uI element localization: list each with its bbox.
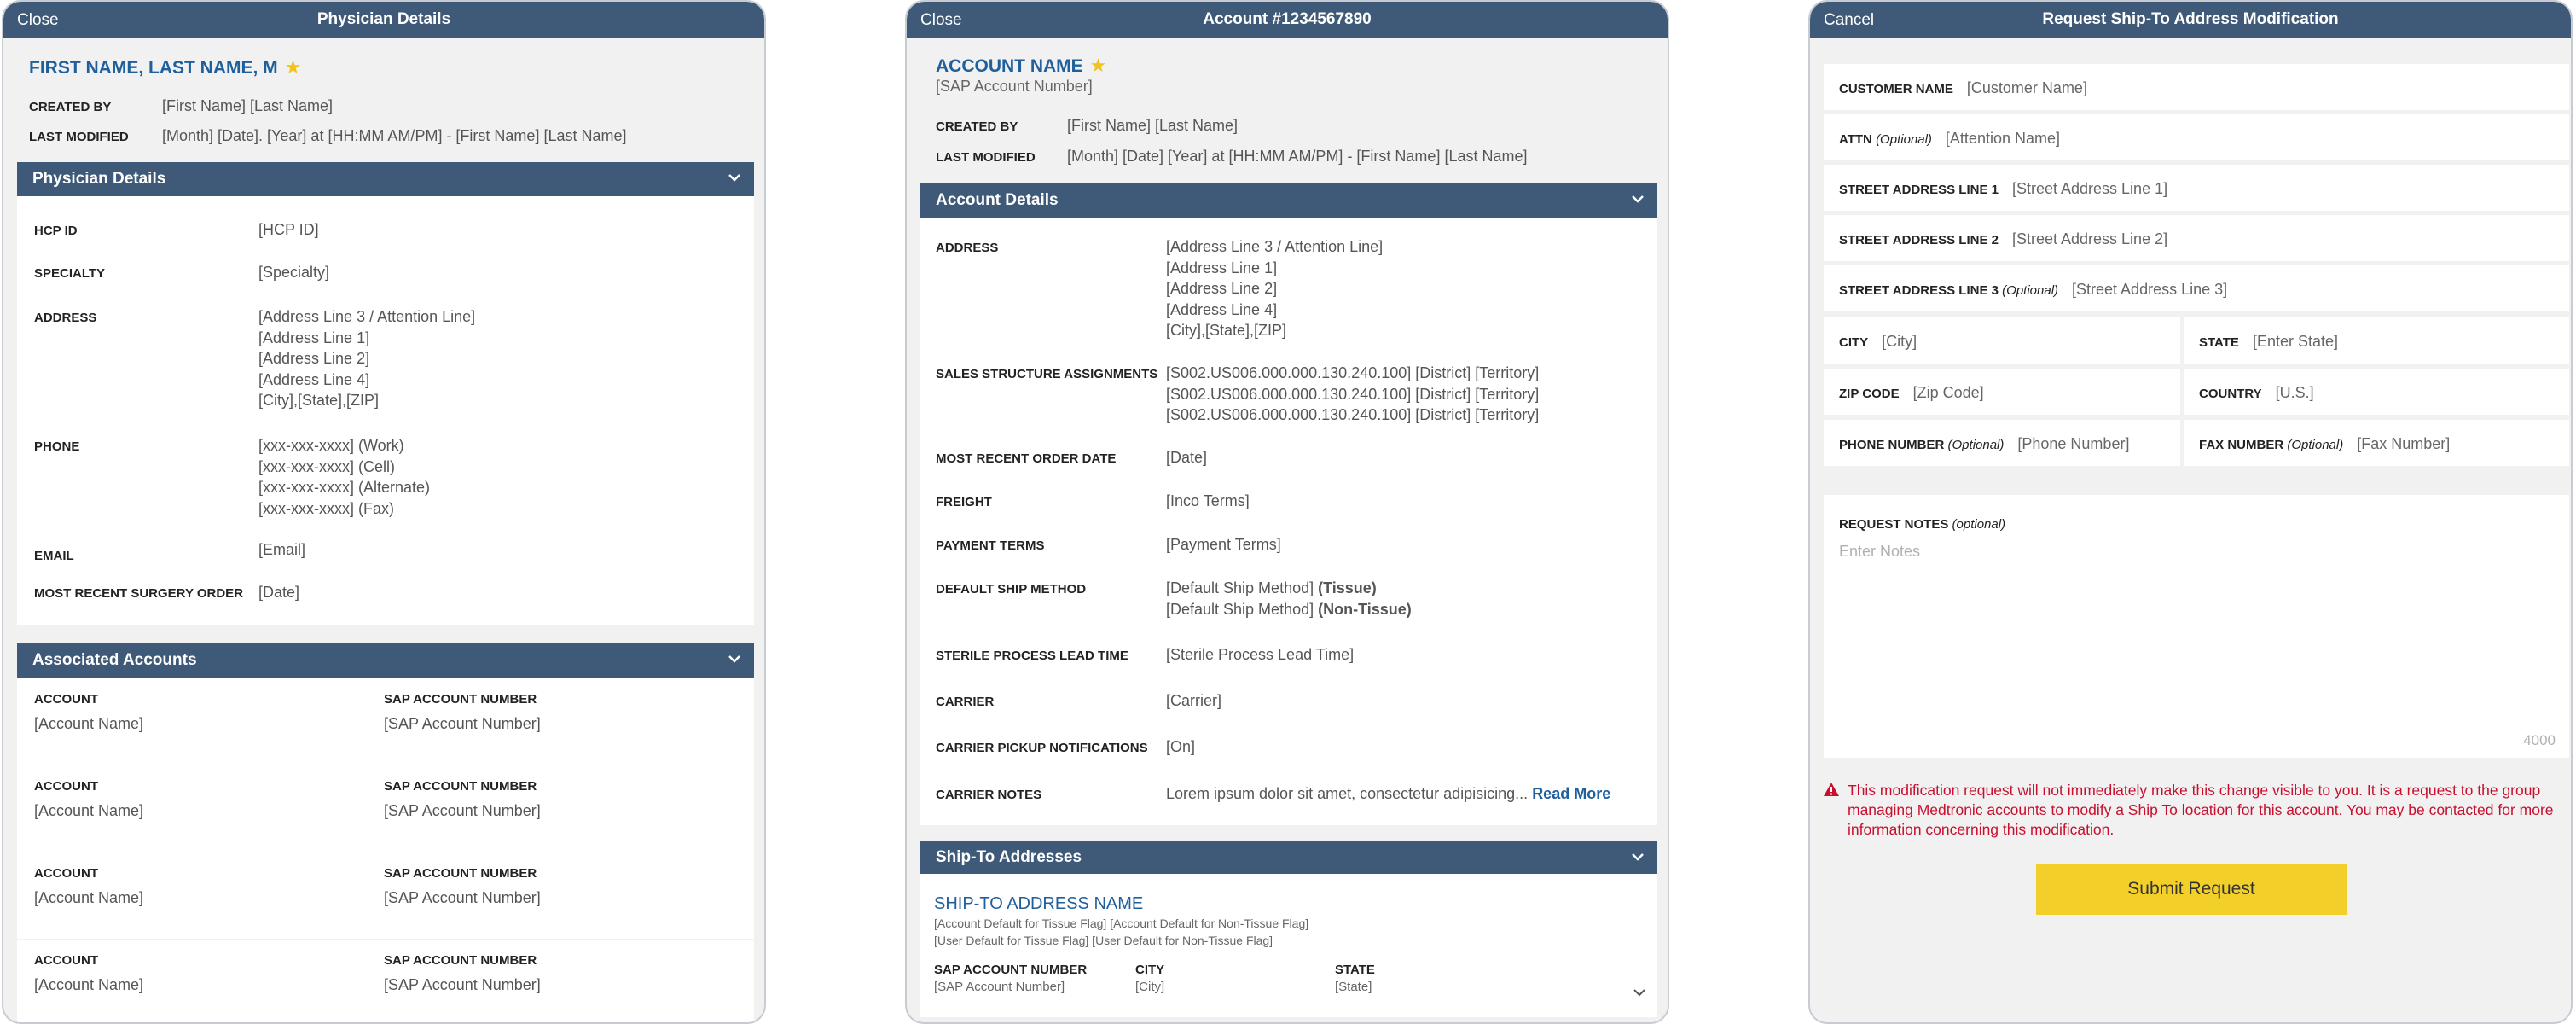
- phone-value: [xxx-xxx-xxxx] (Work) [xxx-xxx-xxxx] (Cell) [xxx-xxx-xxxx] (Alternate) [xxx-xxx-xxxx] (Fax): [258, 437, 431, 517]
- optional-tag: (Optional): [2002, 283, 2059, 298]
- account-label: ACCOUNT: [34, 866, 98, 881]
- close-button[interactable]: Close: [920, 11, 962, 29]
- created-by-value: [First Name] [Last Name]: [1067, 117, 1239, 134]
- field-label: ADDRESS: [936, 241, 999, 255]
- state-field[interactable]: [2184, 317, 2569, 364]
- state-label: STATE: [1335, 963, 1375, 977]
- sap-value: [SAP Account Number]: [384, 889, 541, 906]
- field-label: FAX NUMBER: [2199, 438, 2284, 452]
- payment-terms-value: [Payment Terms]: [1166, 536, 1281, 553]
- sap-label: SAP ACCOUNT NUMBER: [384, 779, 537, 794]
- title-bar: [907, 2, 1668, 38]
- carrier-notes-value: [1166, 783, 1610, 805]
- account-value: [Account Name]: [34, 715, 144, 732]
- ship-method-value: [1166, 599, 1412, 620]
- field-label: SALES STRUCTURE ASSIGNMENTS: [936, 367, 1158, 381]
- field-label: CITY: [1839, 335, 1869, 350]
- read-more-link[interactable]: Read More: [1532, 785, 1611, 802]
- ship-to-flags: [Account Default for Tissue Flag] [Account Default for Non-Tissue Flag]: [934, 916, 1309, 930]
- favorite-star-icon[interactable]: ★: [284, 56, 302, 78]
- optional-tag: (optional): [1952, 517, 2006, 532]
- sap-label: SAP ACCOUNT NUMBER: [384, 953, 537, 968]
- field-value[interactable]: [Enter State]: [2252, 333, 2339, 350]
- field-label: CUSTOMER NAME: [1839, 82, 1953, 96]
- optional-tag: (Optional): [1876, 132, 1932, 147]
- field-label: STERILE PROCESS LEAD TIME: [936, 649, 1128, 663]
- field-value[interactable]: [Attention Name]: [1945, 130, 2060, 147]
- field-label: ATTN: [1839, 132, 1872, 147]
- physician-header: [29, 56, 301, 79]
- title-bar: [1810, 2, 2571, 38]
- email-value: [Email]: [258, 541, 306, 558]
- city-field[interactable]: [1824, 317, 2180, 364]
- ship-to-name: SHIP-TO ADDRESS NAME: [934, 894, 1144, 913]
- chevron-down-icon[interactable]: [727, 651, 742, 666]
- chevron-down-icon[interactable]: [1632, 985, 1647, 1000]
- field-label: DEFAULT SHIP METHOD: [936, 582, 1087, 596]
- phone-field[interactable]: [1824, 420, 2180, 466]
- field-label: HCP ID: [34, 224, 78, 238]
- field-label: FREIGHT: [936, 495, 992, 509]
- field-label: STREET ADDRESS LINE 3: [1839, 283, 1999, 298]
- close-button[interactable]: Close: [17, 11, 59, 29]
- account-header: [936, 55, 1106, 77]
- field-value[interactable]: [Phone Number]: [2017, 435, 2130, 452]
- character-counter: 4000: [2523, 732, 2556, 748]
- non-tissue-tag: (Non-Tissue): [1318, 601, 1412, 618]
- order-date-value: [Date]: [1166, 449, 1208, 466]
- field-label: ZIP CODE: [1839, 387, 1900, 401]
- field-label: CARRIER PICKUP NOTIFICATIONS: [936, 741, 1148, 755]
- warning-message: [1824, 781, 2557, 840]
- surgery-order-value: [Date]: [258, 584, 300, 601]
- favorite-star-icon[interactable]: ★: [1089, 55, 1107, 76]
- created-by-label: CREATED BY: [936, 119, 1018, 134]
- field-label: PAYMENT TERMS: [936, 538, 1045, 553]
- field-label: MOST RECENT SURGERY ORDER: [34, 586, 244, 601]
- list-item[interactable]: [17, 678, 754, 765]
- sales-structure-value: [S002.US006.000.000.130.240.100] [District] [Territory] [S002.US006.000.000.130.240.100] [District] [Territory] [S002.US006.000.000.130.240.100] [District] [Territory]: [1166, 364, 1540, 423]
- country-field[interactable]: [2184, 369, 2569, 415]
- request-modification-panel: [1808, 0, 2573, 1024]
- sap-value: [SAP Account Number]: [384, 802, 541, 819]
- field-label: PHONE: [34, 439, 80, 454]
- created-by-row: [936, 117, 1238, 135]
- created-by-label: CREATED BY: [29, 100, 112, 114]
- address-value: [Address Line 3 / Attention Line] [Address Line 1] [Address Line 2] [Address Line 4] [City],[State],[ZIP]: [1166, 238, 1384, 339]
- ship-method-tissue: [Default Ship Method]: [1166, 579, 1319, 596]
- cancel-button[interactable]: Cancel: [1824, 11, 1875, 29]
- attn-field[interactable]: [1824, 114, 2569, 160]
- field-value[interactable]: [Street Address Line 2]: [2011, 230, 2168, 247]
- ship-method-non-tissue: [Default Ship Method]: [1166, 601, 1319, 618]
- section-title: Account Details: [936, 191, 1059, 209]
- last-modified-label: LAST MODIFIED: [29, 130, 129, 144]
- sap-value: [SAP Account Number]: [384, 715, 541, 732]
- field-label: COUNTRY: [2199, 387, 2262, 401]
- tissue-tag: (Tissue): [1318, 579, 1377, 596]
- section-header-associated-accounts[interactable]: [17, 643, 754, 678]
- sap-value: [SAP Account Number]: [384, 976, 541, 993]
- field-value[interactable]: [Zip Code]: [1912, 384, 1984, 401]
- sap-label: SAP ACCOUNT NUMBER: [934, 963, 1088, 977]
- field-value[interactable]: [Fax Number]: [2357, 435, 2451, 452]
- physician-details-panel: [2, 0, 766, 1024]
- list-item[interactable]: [17, 940, 754, 1024]
- sap-value: [SAP Account Number]: [934, 980, 1065, 994]
- list-item[interactable]: [17, 852, 754, 939]
- street-line-2-field[interactable]: [1824, 215, 2569, 261]
- customer-name-field[interactable]: [1824, 64, 2569, 110]
- field-label: MOST RECENT ORDER DATE: [936, 451, 1117, 466]
- account-label: ACCOUNT: [34, 779, 98, 794]
- chevron-down-icon[interactable]: [1630, 191, 1645, 207]
- field-value[interactable]: [Street Address Line 3]: [2072, 281, 2228, 298]
- field-label: STREET ADDRESS LINE 1: [1839, 183, 1999, 197]
- field-label: STREET ADDRESS LINE 2: [1839, 233, 1999, 247]
- account-value: [Account Name]: [34, 802, 144, 819]
- panel-title: Request Ship-To Address Modification: [2042, 10, 2339, 28]
- list-item[interactable]: [17, 765, 754, 852]
- notes-label: REQUEST NOTES: [1839, 517, 1949, 532]
- carrier-notes-text: Lorem ipsum dolor sit amet, consectetur adipisicing...: [1166, 785, 1533, 802]
- physician-name: FIRST NAME, LAST NAME, M: [29, 58, 278, 78]
- field-value[interactable]: [City]: [1882, 333, 1917, 350]
- account-label: ACCOUNT: [34, 953, 98, 968]
- account-value: [Account Name]: [34, 976, 144, 993]
- last-modified-row: [29, 127, 626, 145]
- pickup-notifications-value: [On]: [1166, 738, 1196, 755]
- field-label: CARRIER: [936, 695, 995, 709]
- lead-time-value: [Sterile Process Lead Time]: [1166, 646, 1355, 663]
- account-details-panel: [905, 0, 1669, 1024]
- zip-code-field[interactable]: [1824, 369, 2180, 415]
- account-label: ACCOUNT: [34, 692, 98, 707]
- city-value: [City]: [1135, 980, 1165, 994]
- last-modified-value: [Month] [Date] [Year] at [HH:MM AM/PM] - [First Name] [Last Name]: [1067, 148, 1528, 165]
- field-label: STATE: [2199, 335, 2239, 350]
- section-title: Physician Details: [32, 170, 166, 188]
- last-modified-row: [936, 148, 1527, 166]
- submit-request-button[interactable]: Submit Request: [2036, 864, 2347, 915]
- optional-tag: (Optional): [1947, 438, 2005, 452]
- hcp-id-value: [HCP ID]: [258, 221, 319, 238]
- account-value: [Account Name]: [34, 889, 144, 906]
- warning-icon: [1824, 783, 1839, 796]
- section-title: Associated Accounts: [32, 651, 197, 669]
- ship-to-item[interactable]: [920, 874, 1657, 1017]
- field-value[interactable]: [U.S.]: [2275, 384, 2314, 401]
- created-by-row: [29, 97, 333, 115]
- address-value: [Address Line 3 / Attention Line] [Address Line 1] [Address Line 2] [Address Line 4] [City],[State],[ZIP]: [258, 308, 476, 409]
- field-value[interactable]: [Street Address Line 1]: [2011, 180, 2168, 197]
- account-name: ACCOUNT NAME: [936, 56, 1083, 76]
- physician-details-card: [17, 196, 754, 625]
- field-label: PHONE NUMBER: [1839, 438, 1945, 452]
- section-title: Ship-To Addresses: [936, 848, 1082, 866]
- panel-title: Physician Details: [316, 10, 451, 28]
- notes-placeholder: Enter Notes: [1839, 543, 1921, 560]
- city-label: CITY: [1135, 963, 1165, 977]
- last-modified-label: LAST MODIFIED: [936, 150, 1036, 165]
- section-header-account-details[interactable]: [920, 183, 1657, 218]
- chevron-down-icon[interactable]: [1630, 849, 1645, 864]
- last-modified-value: [Month] [Date]. [Year] at [HH:MM AM/PM] - [First Name] [Last Name]: [162, 127, 627, 144]
- sap-label: SAP ACCOUNT NUMBER: [384, 692, 537, 707]
- chevron-down-icon[interactable]: [727, 170, 742, 185]
- specialty-value: [Specialty]: [258, 264, 330, 281]
- sap-account-number: [SAP Account Number]: [936, 78, 1093, 95]
- carrier-value: [Carrier]: [1166, 692, 1222, 709]
- title-bar: [3, 2, 764, 38]
- street-line-1-field[interactable]: [1824, 165, 2569, 211]
- warning-text: This modification request will not immediately make this change visible to you. It is a request to the group managing Medtronic accounts to modify a Ship To location for this account. You may be contacted for more information concerning this modification.: [1848, 782, 2554, 838]
- created-by-value: [First Name] [Last Name]: [162, 97, 334, 114]
- state-value: [State]: [1335, 980, 1372, 994]
- street-line-3-field[interactable]: [1824, 265, 2569, 311]
- fax-field[interactable]: [2184, 420, 2569, 466]
- field-value[interactable]: [Customer Name]: [1966, 79, 2087, 96]
- sap-label: SAP ACCOUNT NUMBER: [384, 866, 537, 881]
- section-header-ship-to[interactable]: [920, 841, 1657, 874]
- ship-method-value: [1166, 578, 1377, 599]
- request-notes-textarea[interactable]: [1824, 495, 2569, 758]
- optional-tag: (Optional): [2287, 438, 2344, 452]
- panel-title: Account #1234567890: [1203, 10, 1372, 28]
- freight-value: [Inco Terms]: [1166, 492, 1250, 509]
- account-details-card: [920, 218, 1657, 825]
- field-label: ADDRESS: [34, 311, 97, 325]
- field-label: SPECIALTY: [34, 266, 106, 281]
- section-header-physician-details[interactable]: [17, 162, 754, 196]
- field-label: EMAIL: [34, 549, 74, 563]
- ship-to-flags: [User Default for Tissue Flag] [User Default for Non-Tissue Flag]: [934, 934, 1273, 947]
- field-label: CARRIER NOTES: [936, 788, 1042, 802]
